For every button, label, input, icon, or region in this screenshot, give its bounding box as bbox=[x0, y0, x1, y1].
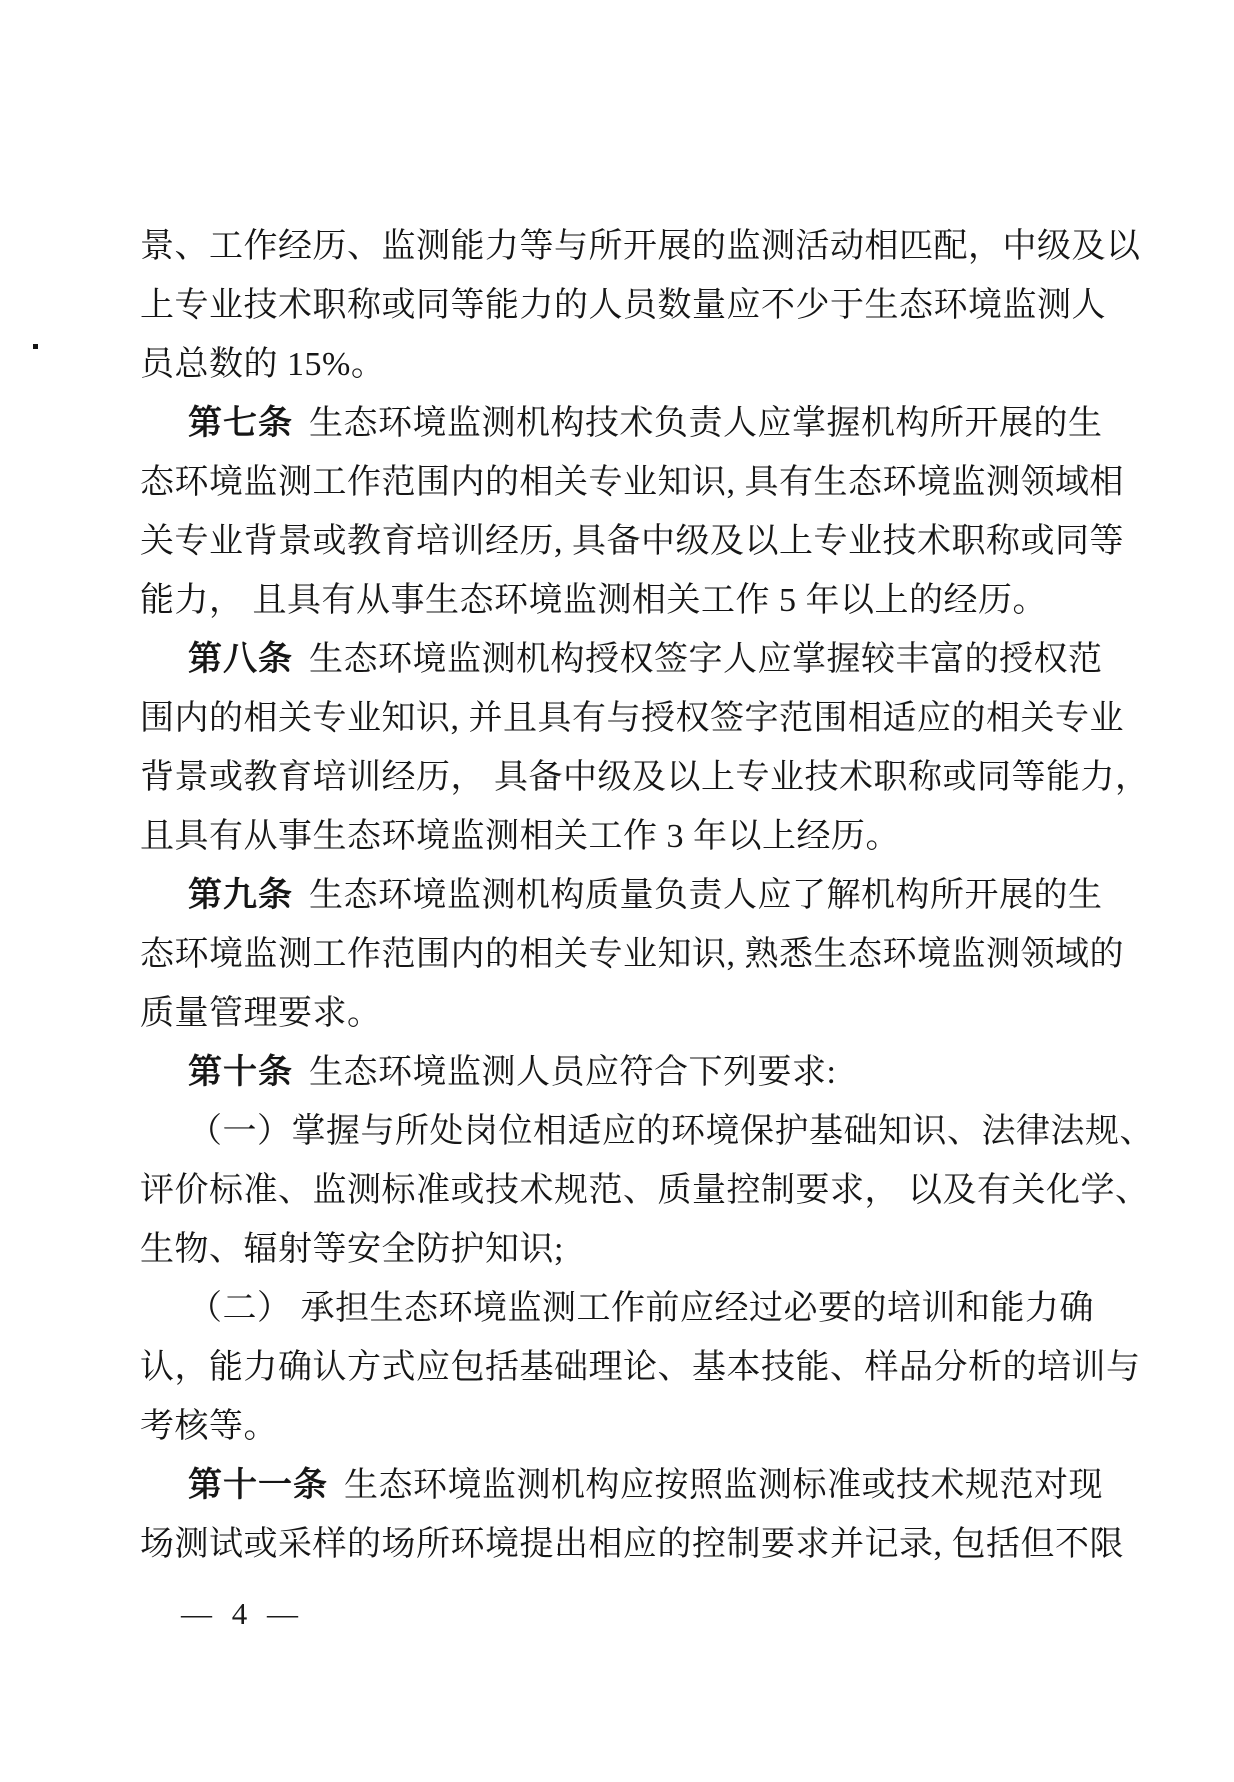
text-line bbox=[188, 1288, 1094, 1330]
line-text: 质量管理要求。 bbox=[140, 995, 382, 1032]
text-line bbox=[140, 521, 1124, 563]
line-text: （一）掌握与所处岗位相适应的环境保护基础知识、法律法规、 bbox=[188, 1113, 1154, 1150]
article-number: 第八条 bbox=[188, 641, 293, 678]
line-text: 上专业技术职称或同等能力的人员数量应不少于生态环境监测人 bbox=[140, 287, 1106, 324]
paragraph-start-line bbox=[188, 639, 1103, 681]
text-line bbox=[140, 993, 382, 1035]
line-text: 生态环境监测机构应按照监测标准或技术规范对现 bbox=[344, 1467, 1103, 1504]
line-text: 围内的相关专业知识, 并且具有与授权签字范围相适应的相关专业 bbox=[140, 700, 1124, 737]
line-text: 且具有从事生态环境监测相关工作 3 年以上经历。 bbox=[140, 818, 900, 855]
text-line bbox=[140, 757, 1150, 799]
line-text: 生态环境监测人员应符合下列要求: bbox=[309, 1054, 837, 1091]
text-line bbox=[140, 1406, 278, 1448]
paragraph-start-line bbox=[188, 1465, 1103, 1507]
text-line bbox=[140, 934, 1124, 976]
text-line bbox=[140, 285, 1106, 327]
line-text: 背景或教育培训经历， 具备中级及以上专业技术职称或同等能力， bbox=[140, 759, 1150, 796]
paragraph-start-line bbox=[188, 875, 1103, 917]
text-line bbox=[140, 462, 1124, 504]
article-number: 第七条 bbox=[188, 405, 293, 442]
article-number: 第十条 bbox=[188, 1054, 293, 1091]
text-line bbox=[140, 1170, 1150, 1212]
line-text: 场测试或采样的场所环境提出相应的控制要求并记录, 包括但不限 bbox=[140, 1526, 1124, 1563]
line-text: 认，能力确认方式应包括基础理论、基本技能、样品分析的培训与 bbox=[140, 1349, 1141, 1386]
line-text: 生物、辐射等安全防护知识; bbox=[140, 1231, 564, 1268]
page-number: — 4 — bbox=[181, 1596, 304, 1631]
text-line bbox=[140, 698, 1124, 740]
text-line bbox=[140, 344, 385, 386]
line-text: 生态环境监测机构技术负责人应掌握机构所开展的生 bbox=[309, 405, 1103, 442]
text-line bbox=[140, 580, 1047, 622]
line-text: 态环境监测工作范围内的相关专业知识, 熟悉生态环境监测领域的 bbox=[140, 936, 1124, 973]
line-text: 能力， 且具有从事生态环境监测相关工作 5 年以上的经历。 bbox=[140, 582, 1047, 619]
line-text: 生态环境监测机构授权签字人应掌握较丰富的授权范 bbox=[309, 641, 1103, 678]
text-line bbox=[140, 1524, 1124, 1566]
paragraph-start-line bbox=[188, 1052, 836, 1094]
text-line bbox=[140, 1229, 564, 1271]
line-text: 景、工作经历、监测能力等与所开展的监测活动相匹配，中级及以 bbox=[140, 228, 1141, 265]
line-text: 员总数的 15%。 bbox=[140, 346, 386, 383]
line-text: 生态环境监测机构质量负责人应了解机构所开展的生 bbox=[309, 877, 1103, 914]
text-line bbox=[140, 226, 1141, 268]
line-text: 评价标准、监测标准或技术规范、质量控制要求， 以及有关化学、 bbox=[140, 1172, 1150, 1209]
article-number: 第九条 bbox=[188, 877, 293, 914]
line-text: 关专业背景或教育培训经历, 具备中级及以上专业技术职称或同等 bbox=[140, 523, 1124, 560]
line-text: （二） 承担生态环境监测工作前应经过必要的培训和能力确 bbox=[188, 1290, 1094, 1327]
line-text: 态环境监测工作范围内的相关专业知识, 具有生态环境监测领域相 bbox=[140, 464, 1124, 501]
article-number: 第十一条 bbox=[188, 1467, 328, 1504]
text-line bbox=[140, 816, 900, 858]
text-line bbox=[188, 1111, 1154, 1153]
line-text: 考核等。 bbox=[140, 1408, 278, 1445]
text-line bbox=[140, 1347, 1141, 1389]
paragraph-start-line bbox=[188, 403, 1103, 445]
